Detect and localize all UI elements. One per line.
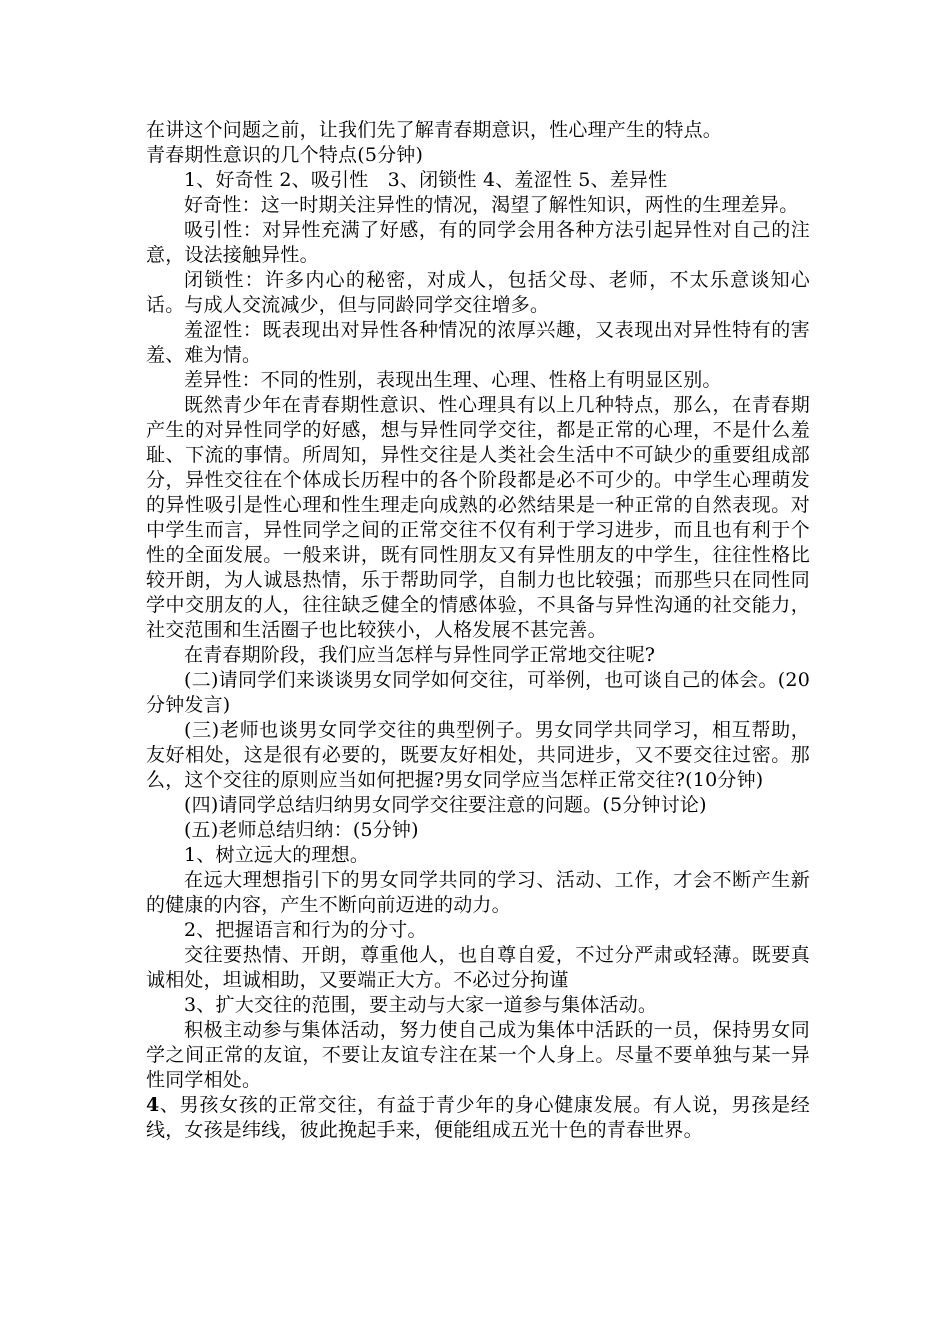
point-three-heading: 3、扩大交往的范围，要主动与大家一道参与集体活动。 [184, 994, 658, 1016]
point-one-body: 在远大理想指引下的男女同学共同的学习、活动、工作，才会不断产生新的健康的内容，产生不断向前迈进的动力。 [146, 869, 810, 916]
paragraph-shyness: 羞涩性：既表现出对异性各种情况的浓厚兴趣，又表现出对异性特有的害羞、难为情。 [146, 319, 810, 366]
paragraph-question: 在青春期阶段，我们应当怎样与异性同学正常地交往呢? [184, 644, 656, 666]
paragraph-attraction: 吸引性：对异性充满了好感，有的同学会用各种方法引起异性对自己的注意，设法接触异性。 [146, 219, 810, 266]
conclusion-text: 、男孩女孩的正常交往，有益于青少年的身心健康发展。有人说，男孩是经线，女孩是纬线，彼此挽起手来，便能组成五光十色的青春世界。 [146, 1094, 810, 1141]
paragraph-step-five: (五)老师总结归纳：(5分钟) [184, 819, 419, 841]
feature-list: 1、好奇性 2、吸引性 3、闭锁性 4、羞涩性 5、差异性 [184, 169, 668, 191]
point-three-body: 积极主动参与集体活动，努力使自己成为集体中活跃的一员，保持男女同学之间正常的友谊，不要让友谊专注在某一个人身上。尽量不要单独与某一异性同学相处。 [146, 1019, 810, 1091]
paragraph-step-three: (三)老师也谈男女同学交往的典型例子。男女同学共同学习，相互帮助，友好相处，这是很有必要的，既要友好相处，共同进步，又不要交往过密。那么，这个交往的原则应当如何把握?男女同学应当怎样正常交往?(10分钟) [146, 719, 810, 791]
paragraph-step-four: (四)请同学总结归纳男女同学交往要注意的问题。(5分钟讨论) [184, 794, 707, 816]
paragraph-step-two: (二)请同学们来谈谈男女同学如何交往，可举例，也可谈自己的体会。(20分钟发言) [146, 669, 810, 716]
paragraph-closedness: 闭锁性：许多内心的秘密，对成人，包括父母、老师，不太乐意谈知心话。与成人交流减少，但与同龄同学交往增多。 [146, 269, 810, 316]
paragraph-difference: 差异性：不同的性别，表现出生理、心理、性格上有明显区别。 [184, 369, 722, 391]
point-two-heading: 2、把握语言和行为的分寸。 [184, 919, 427, 941]
section-heading-features: 青春期性意识的几个特点(5分钟) [146, 144, 424, 166]
paragraph-curiosity: 好奇性：这一时期关注异性的情况，渴望了解性知识，两性的生理差异。 [184, 194, 799, 216]
point-two-body: 交往要热情、开朗，尊重他人，也自尊自爱，不过分严肃或轻薄。既要真诚相处，坦诚相助，又要端正大方。不必过分拘谨 [146, 944, 810, 991]
point-one-heading: 1、树立远大的理想。 [184, 844, 370, 866]
conclusion-number: 4 [146, 1094, 160, 1116]
document-body [146, 118, 810, 1143]
paragraph-normal-interaction: 既然青少年在青春期性意识、性心理具有以上几种特点，那么，在青春期产生的对异性同学的好感，想与异性同学交往，都是正常的心理，不是什么羞耻、下流的事情。所周知，异性交往是人类社会生活中不可缺少的重要组成部分，异性交往在个体成长历程中的各个阶段都是必不可少的。中学生心理萌发的异性吸引是性心理和性生理走向成熟的必然结果是一种正常的自然表现。对中学生而言，异性同学之间的正常交往不仅有利于学习进步，而且也有利于个性的全面发展。一般来讲，既有同性朋友又有异性朋友的中学生，往往性格比较开朗，为人诚恳热情，乐于帮助同学，自制力也比较强；而那些只在同性同学中交朋友的人，往往缺乏健全的情感体验，不具备与异性沟通的社交能力，社交范围和生活圈子也比较狭小，人格发展不甚完善。 [146, 394, 810, 641]
paragraph-intro: 在讲这个问题之前，让我们先了解青春期意识，性心理产生的特点。 [146, 119, 723, 141]
paragraph-conclusion [146, 1093, 810, 1143]
